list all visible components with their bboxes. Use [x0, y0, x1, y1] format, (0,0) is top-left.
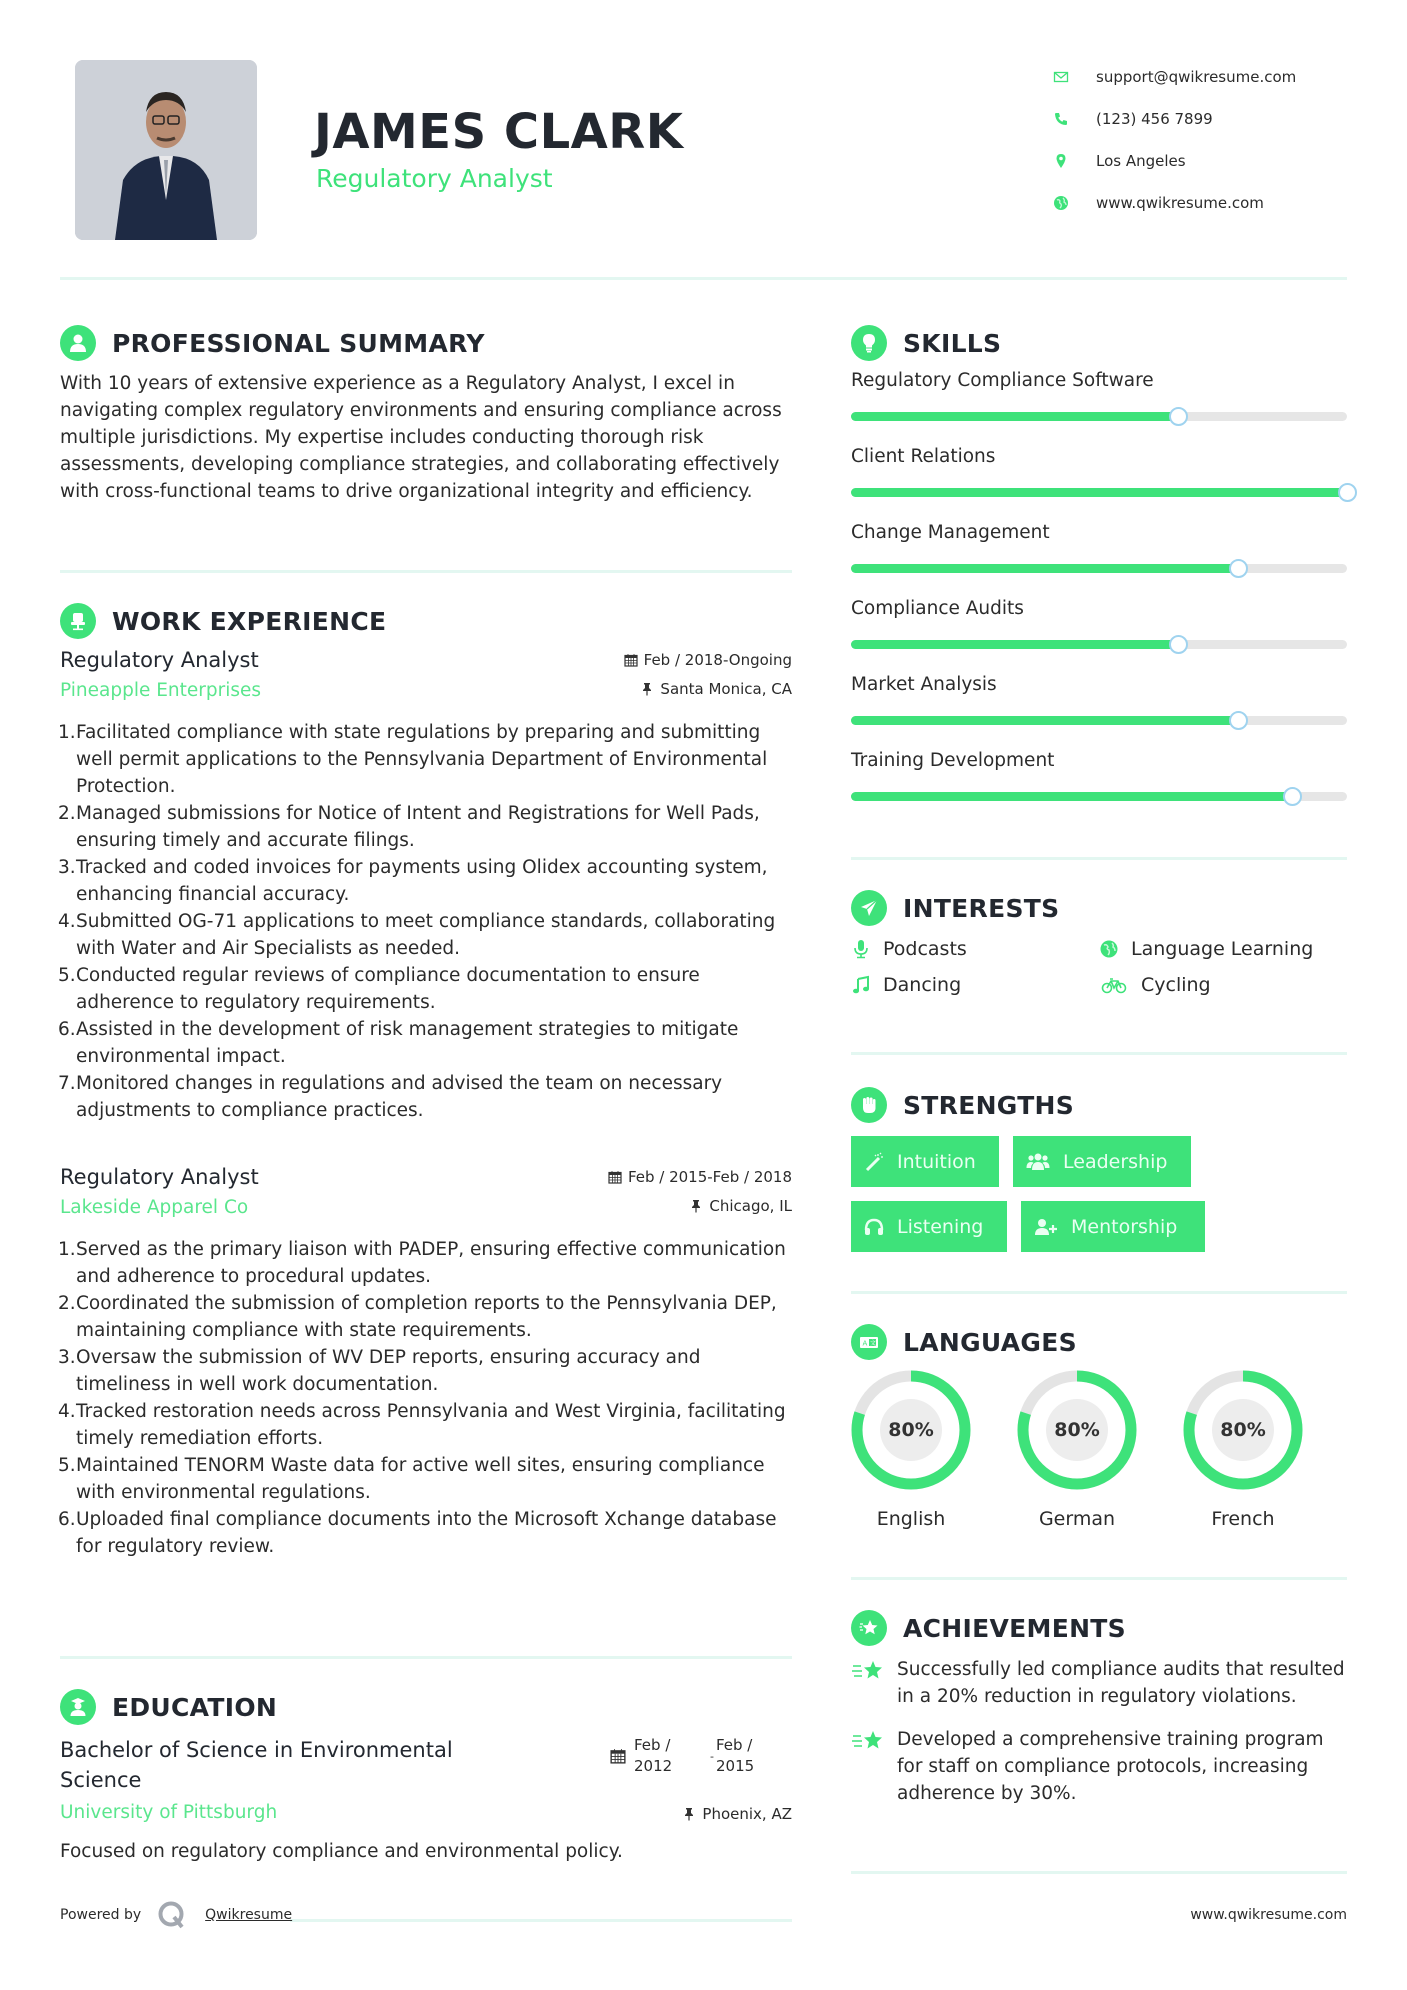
language-percent: 80% — [1054, 1419, 1100, 1441]
user-icon — [60, 325, 96, 361]
job-dates — [608, 1168, 792, 1186]
contact-website[interactable] — [1052, 182, 1352, 224]
language-name: English — [876, 1508, 946, 1530]
language-progress-ring — [1183, 1370, 1303, 1490]
strength-tag — [851, 1201, 1007, 1252]
strengths-heading — [851, 1085, 1074, 1125]
education-heading — [60, 1687, 277, 1727]
job-dates — [624, 651, 792, 669]
graduate-icon — [60, 1689, 96, 1725]
contact-phone[interactable] — [1052, 98, 1352, 140]
svg-text:文: 文 — [870, 1340, 877, 1347]
skill-knob — [1229, 711, 1248, 730]
skill-label: Regulatory Compliance Software — [851, 370, 1154, 391]
contact-website-text: www.qwikresume.com — [1096, 194, 1264, 212]
headphones-icon — [863, 1216, 885, 1238]
pushpin-icon — [682, 1807, 696, 1821]
interest-label: Language Learning — [1131, 938, 1314, 960]
skill-label: Market Analysis — [851, 674, 997, 695]
strengths-list — [851, 1136, 1271, 1252]
job-dates-text: Feb / 2018-Ongoing — [643, 651, 792, 669]
education-location-text: Phoenix, AZ — [702, 1805, 792, 1823]
skills-heading — [851, 323, 1001, 363]
footer-divider — [290, 1919, 792, 1922]
skill-bar — [851, 792, 1347, 801]
group-icon — [1025, 1151, 1051, 1173]
job-entry — [60, 648, 792, 1124]
achievement-item — [851, 1656, 1347, 1710]
skill-item — [851, 674, 1347, 750]
skill-bar — [851, 564, 1347, 573]
experience-title: WORK EXPERIENCE — [112, 606, 387, 636]
languages-list — [851, 1370, 1303, 1530]
skill-label: Compliance Audits — [851, 598, 1024, 619]
job-bullets — [60, 719, 792, 1124]
skill-bar — [851, 716, 1347, 725]
job-location-text: Santa Monica, CA — [660, 680, 792, 698]
user-plus-icon — [1033, 1216, 1059, 1238]
interests-list — [851, 938, 1347, 996]
achievement-item — [851, 1726, 1347, 1807]
job-company: Pineapple Enterprises — [60, 680, 262, 701]
strengths-title: STRENGTHS — [903, 1090, 1075, 1120]
interests-heading — [851, 888, 1059, 928]
job-entry — [60, 1165, 792, 1560]
job-bullet: 3. Oversaw the submission of WV DEP reports, ensuring accuracy and timeliness in well work documentation. — [58, 1347, 701, 1395]
education-location — [682, 1805, 792, 1823]
skill-label: Change Management — [851, 522, 1050, 543]
skill-item — [851, 446, 1347, 522]
language-item — [1017, 1370, 1137, 1530]
job-company: Lakeside Apparel Co — [60, 1197, 249, 1218]
music-note-icon — [851, 975, 871, 995]
interest-item — [1099, 938, 1347, 960]
education-school: University of Pittsburgh — [60, 1802, 278, 1823]
job-bullet: 3. Tracked and coded invoices for payments using Olidex accounting system, enhancing financial accuracy. — [58, 857, 768, 905]
skill-knob — [1169, 407, 1188, 426]
strength-label: Listening — [897, 1215, 984, 1238]
language-percent: 80% — [1220, 1419, 1266, 1441]
job-bullet: 5. Maintained TENORM Waste data for active well sites, ensuring compliance with environmental regulations. — [58, 1455, 765, 1503]
paper-plane-icon — [851, 890, 887, 926]
languages-divider — [851, 1577, 1347, 1580]
candidate-name: JAMES CLARK — [314, 104, 684, 160]
job-bullet: 5. Conducted regular reviews of compliance documentation to ensure adherence to regulatory requirements. — [58, 965, 700, 1013]
interest-item — [851, 974, 1099, 996]
profile-photo — [75, 60, 257, 240]
job-bullet: 4. Tracked restoration needs across Pennsylvania and West Virginia, facilitating timely remediation efforts. — [58, 1401, 786, 1449]
job-bullet: 1. Facilitated compliance with state regulations by preparing and submitting well permit applications to the Pennsylvania Department of Environmental Protection. — [58, 722, 768, 797]
experience-heading — [60, 601, 386, 641]
education-degree: Bachelor of Science in Environmental Science — [60, 1738, 453, 1792]
summary-title: PROFESSIONAL SUMMARY — [112, 328, 485, 358]
languages-title: LANGUAGES — [903, 1327, 1077, 1357]
education-date-separator: - — [710, 1749, 714, 1763]
interest-item — [851, 938, 1099, 960]
footer-website[interactable]: www.qwikresume.com — [1190, 1907, 1347, 1923]
interest-label: Dancing — [883, 974, 962, 996]
skill-bar — [851, 412, 1347, 421]
phone-icon — [1052, 110, 1070, 128]
qwikresume-link[interactable]: Qwikresume — [205, 1907, 293, 1923]
job-bullet: 2. Coordinated the submission of completion reports to the Pennsylvania DEP, maintaining compliance with state requirements. — [58, 1293, 777, 1341]
job-bullet: 6. Uploaded final compliance documents into the Microsoft Xchange database for regulatory review. — [58, 1509, 777, 1557]
skill-item — [851, 522, 1347, 598]
skill-knob — [1283, 787, 1302, 806]
bicycle-icon — [1099, 975, 1129, 995]
powered-by — [60, 1900, 292, 1930]
interest-item — [1099, 974, 1347, 996]
strength-label: Leadership — [1063, 1150, 1168, 1173]
star-badge-icon — [851, 1610, 887, 1646]
strength-tag — [1013, 1136, 1191, 1187]
summary-text: With 10 years of extensive experience as a Regulatory Analyst, I excel in navigating complex regulatory environments and ensuring compliance across multiple jurisdictions. My expertise includes conducting thorough risk assessments, developing compliance strategies, and collaborating effectively with cross-functional teams to drive organizational integrity and efficiency. — [60, 373, 782, 502]
job-location-text: Chicago, IL — [709, 1197, 792, 1215]
skill-bar — [851, 640, 1347, 649]
person-photo-icon — [75, 60, 257, 240]
calendar-icon — [624, 653, 638, 667]
education-end: Feb / 2015 — [715, 1736, 755, 1775]
language-name: German — [1038, 1508, 1116, 1530]
experience-divider — [60, 1656, 792, 1659]
calendar-icon — [610, 1748, 626, 1764]
interest-label: Podcasts — [883, 938, 967, 960]
header-divider — [60, 277, 1347, 280]
achievements-divider — [851, 1871, 1347, 1874]
skills-divider — [851, 857, 1347, 860]
job-bullets — [60, 1236, 792, 1560]
education-start: Feb / 2012 — [634, 1736, 673, 1775]
qwikresume-logo-icon — [157, 1900, 187, 1930]
lightbulb-icon — [851, 325, 887, 361]
powered-by-text: Powered by — [60, 1907, 142, 1923]
job-location — [640, 680, 792, 698]
education-title: EDUCATION — [112, 1692, 278, 1722]
strength-tag — [851, 1136, 999, 1187]
job-dates-text: Feb / 2015-Feb / 2018 — [627, 1168, 792, 1186]
language-name: French — [1211, 1508, 1275, 1530]
summary-divider — [60, 570, 792, 573]
skill-knob — [1229, 559, 1248, 578]
language-item — [1183, 1370, 1303, 1530]
globe-icon — [1052, 194, 1070, 212]
education-description: Focused on regulatory compliance and environmental policy. — [60, 1841, 623, 1862]
interests-title: INTERESTS — [903, 893, 1060, 923]
skill-knob — [1338, 483, 1357, 502]
office-chair-icon — [60, 603, 96, 639]
job-bullet: 7. Monitored changes in regulations and advised the team on necessary adjustments to compliance practices. — [58, 1073, 723, 1121]
skill-label: Training Development — [851, 750, 1055, 771]
contact-email[interactable] — [1052, 56, 1352, 98]
strength-tag — [1021, 1201, 1205, 1252]
magic-wand-icon — [863, 1151, 885, 1173]
envelope-icon — [1052, 68, 1070, 86]
skill-item — [851, 598, 1347, 674]
language-percent: 80% — [888, 1419, 934, 1441]
achievements-heading — [851, 1608, 1126, 1648]
pushpin-icon — [640, 682, 654, 696]
map-pin-icon — [1052, 152, 1070, 170]
achievements-list — [851, 1656, 1347, 1823]
fist-icon — [851, 1087, 887, 1123]
contact-email-text: support@qwikresume.com — [1096, 68, 1297, 86]
contact-phone-text: (123) 456 7899 — [1096, 110, 1213, 128]
education-dates — [610, 1735, 768, 1777]
contact-location-text: Los Angeles — [1096, 152, 1186, 170]
skill-label: Client Relations — [851, 446, 996, 467]
language-progress-ring — [1017, 1370, 1137, 1490]
skill-item — [851, 370, 1347, 446]
microphone-icon — [851, 939, 871, 959]
skills-list — [851, 370, 1347, 826]
interests-divider — [851, 1052, 1347, 1055]
summary-heading — [60, 323, 485, 363]
strength-label: Mentorship — [1071, 1215, 1178, 1238]
job-location — [689, 1197, 792, 1215]
job-bullet: 1. Served as the primary liaison with PADEP, ensuring effective communication and adherence to procedural updates. — [58, 1239, 786, 1287]
achievement-text: Successfully led compliance audits that resulted in a 20% reduction in regulatory violations. — [897, 1659, 1345, 1707]
skill-bar — [851, 488, 1347, 497]
language-progress-ring — [851, 1370, 971, 1490]
job-bullet: 2. Managed submissions for Notice of Intent and Registrations for Well Pads, ensuring timely and accurate filings. — [58, 803, 760, 851]
shooting-star-icon — [851, 1728, 885, 1754]
strengths-divider — [851, 1291, 1347, 1294]
job-bullet: 4. Submitted OG-71 applications to meet compliance standards, collaborating with Water and Air Specialists as needed. — [58, 911, 776, 959]
interest-label: Cycling — [1141, 974, 1211, 996]
language-icon — [851, 1324, 887, 1360]
globe-icon — [1099, 939, 1119, 959]
achievements-title: ACHIEVEMENTS — [903, 1613, 1126, 1643]
job-title: Regulatory Analyst — [60, 1165, 259, 1189]
job-title: Regulatory Analyst — [60, 648, 259, 672]
svg-text:A: A — [862, 1339, 868, 1348]
shooting-star-icon — [851, 1658, 885, 1684]
candidate-title: Regulatory Analyst — [316, 164, 553, 193]
languages-heading — [851, 1322, 1077, 1362]
achievement-text: Developed a comprehensive training program for staff on compliance protocols, increasing adherence by 30%. — [897, 1729, 1324, 1804]
calendar-icon — [608, 1170, 622, 1184]
contact-list — [1052, 56, 1352, 224]
job-bullet: 6. Assisted in the development of risk management strategies to mitigate environmental impact. — [58, 1019, 739, 1067]
pushpin-icon — [689, 1199, 703, 1213]
skills-title: SKILLS — [903, 328, 1002, 358]
language-item — [851, 1370, 971, 1530]
skill-item — [851, 750, 1347, 826]
contact-location — [1052, 140, 1352, 182]
skill-knob — [1169, 635, 1188, 654]
strength-label: Intuition — [897, 1150, 976, 1173]
